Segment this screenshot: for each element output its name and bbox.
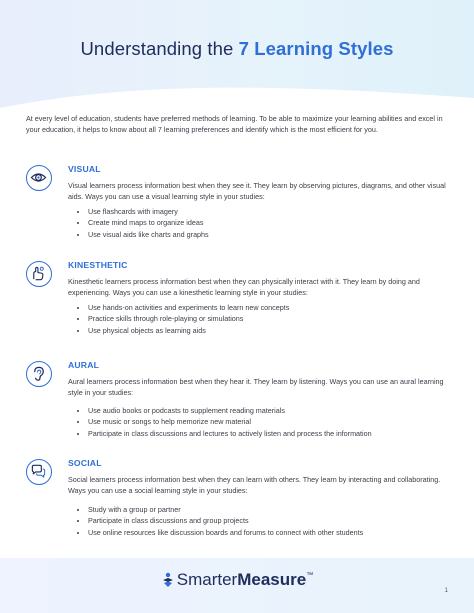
page-title: [0, 38, 474, 60]
section-heading: AURAL: [68, 360, 100, 370]
section-heading: SOCIAL: [68, 458, 102, 468]
section-heading: KINESTHETIC: [68, 260, 128, 270]
list-item: • Use physical objects as learning aids: [88, 325, 448, 336]
brand-logo: [0, 570, 474, 593]
section-description: Kinesthetic learners process information best when they can physically interact with it. They learn by doing and experiencing. Ways you can use a kinesthetic learning style in your studies:: [68, 277, 420, 298]
section-description: Social learners process information best when they can learn with others. They learn by interacting and collaborating. Ways you can use a social learning style in your studies:: [68, 475, 441, 496]
list-item: • Use music or songs to help memorize new material: [88, 416, 448, 427]
logo-mark-icon: [161, 572, 175, 593]
list-item: • Practice skills through role-playing or simulations: [88, 313, 448, 324]
title-prefix: Understanding the: [80, 38, 239, 59]
list-item: • Participate in class discussions and lectures to actively listen and process the information: [88, 428, 448, 439]
section-description: Aural learners process information best when they hear it. They learn by listening. Ways you can use an aural learning style in your studies:: [68, 377, 444, 398]
list-item: • Use online resources like discussion boards and forums to connect with other students: [88, 527, 448, 538]
title-accent: 7 Learning Styles: [238, 38, 394, 59]
ear-icon: [26, 361, 52, 387]
header-wave: [0, 78, 474, 114]
list-item: • Use audio books or podcasts to supplement reading materials: [88, 405, 448, 416]
list-item: • Study with a group or partner: [88, 504, 448, 515]
list-item: • Use flashcards with imagery: [88, 206, 448, 217]
list-item: • Participate in class discussions and group projects: [88, 515, 448, 526]
list-item: • Use hands-on activities and experiments to learn new concepts: [88, 302, 448, 313]
bullet-list: [76, 504, 448, 538]
hand-icon: [26, 261, 52, 287]
logo-text-light: Smarter: [176, 570, 238, 589]
intro-paragraph: At every level of education, students have preferred methods of learning. To be able to maximize your learning abilities and excel in your education, it helps to know about all 7 learning preferences and identify which is the most efficient for you.: [26, 114, 443, 135]
logo-text-bold: Measure: [237, 570, 307, 589]
page-number: 1: [444, 588, 448, 594]
eye-icon: [26, 165, 52, 191]
bullet-list: [76, 302, 448, 336]
logo-trademark: ™: [306, 572, 314, 579]
bullet-list: [76, 405, 448, 439]
list-item: • Create mind maps to organize ideas: [88, 217, 448, 228]
chat-bubbles-icon: [26, 459, 52, 485]
bullet-list: [76, 206, 448, 240]
section-description: Visual learners process information best when they see it. They learn by observing pictures, diagrams, and other visual aids. Ways you can use a visual learning style in your studies:: [68, 181, 446, 202]
list-item: • Use visual aids like charts and graphs: [88, 229, 448, 240]
section-heading: VISUAL: [68, 164, 101, 174]
